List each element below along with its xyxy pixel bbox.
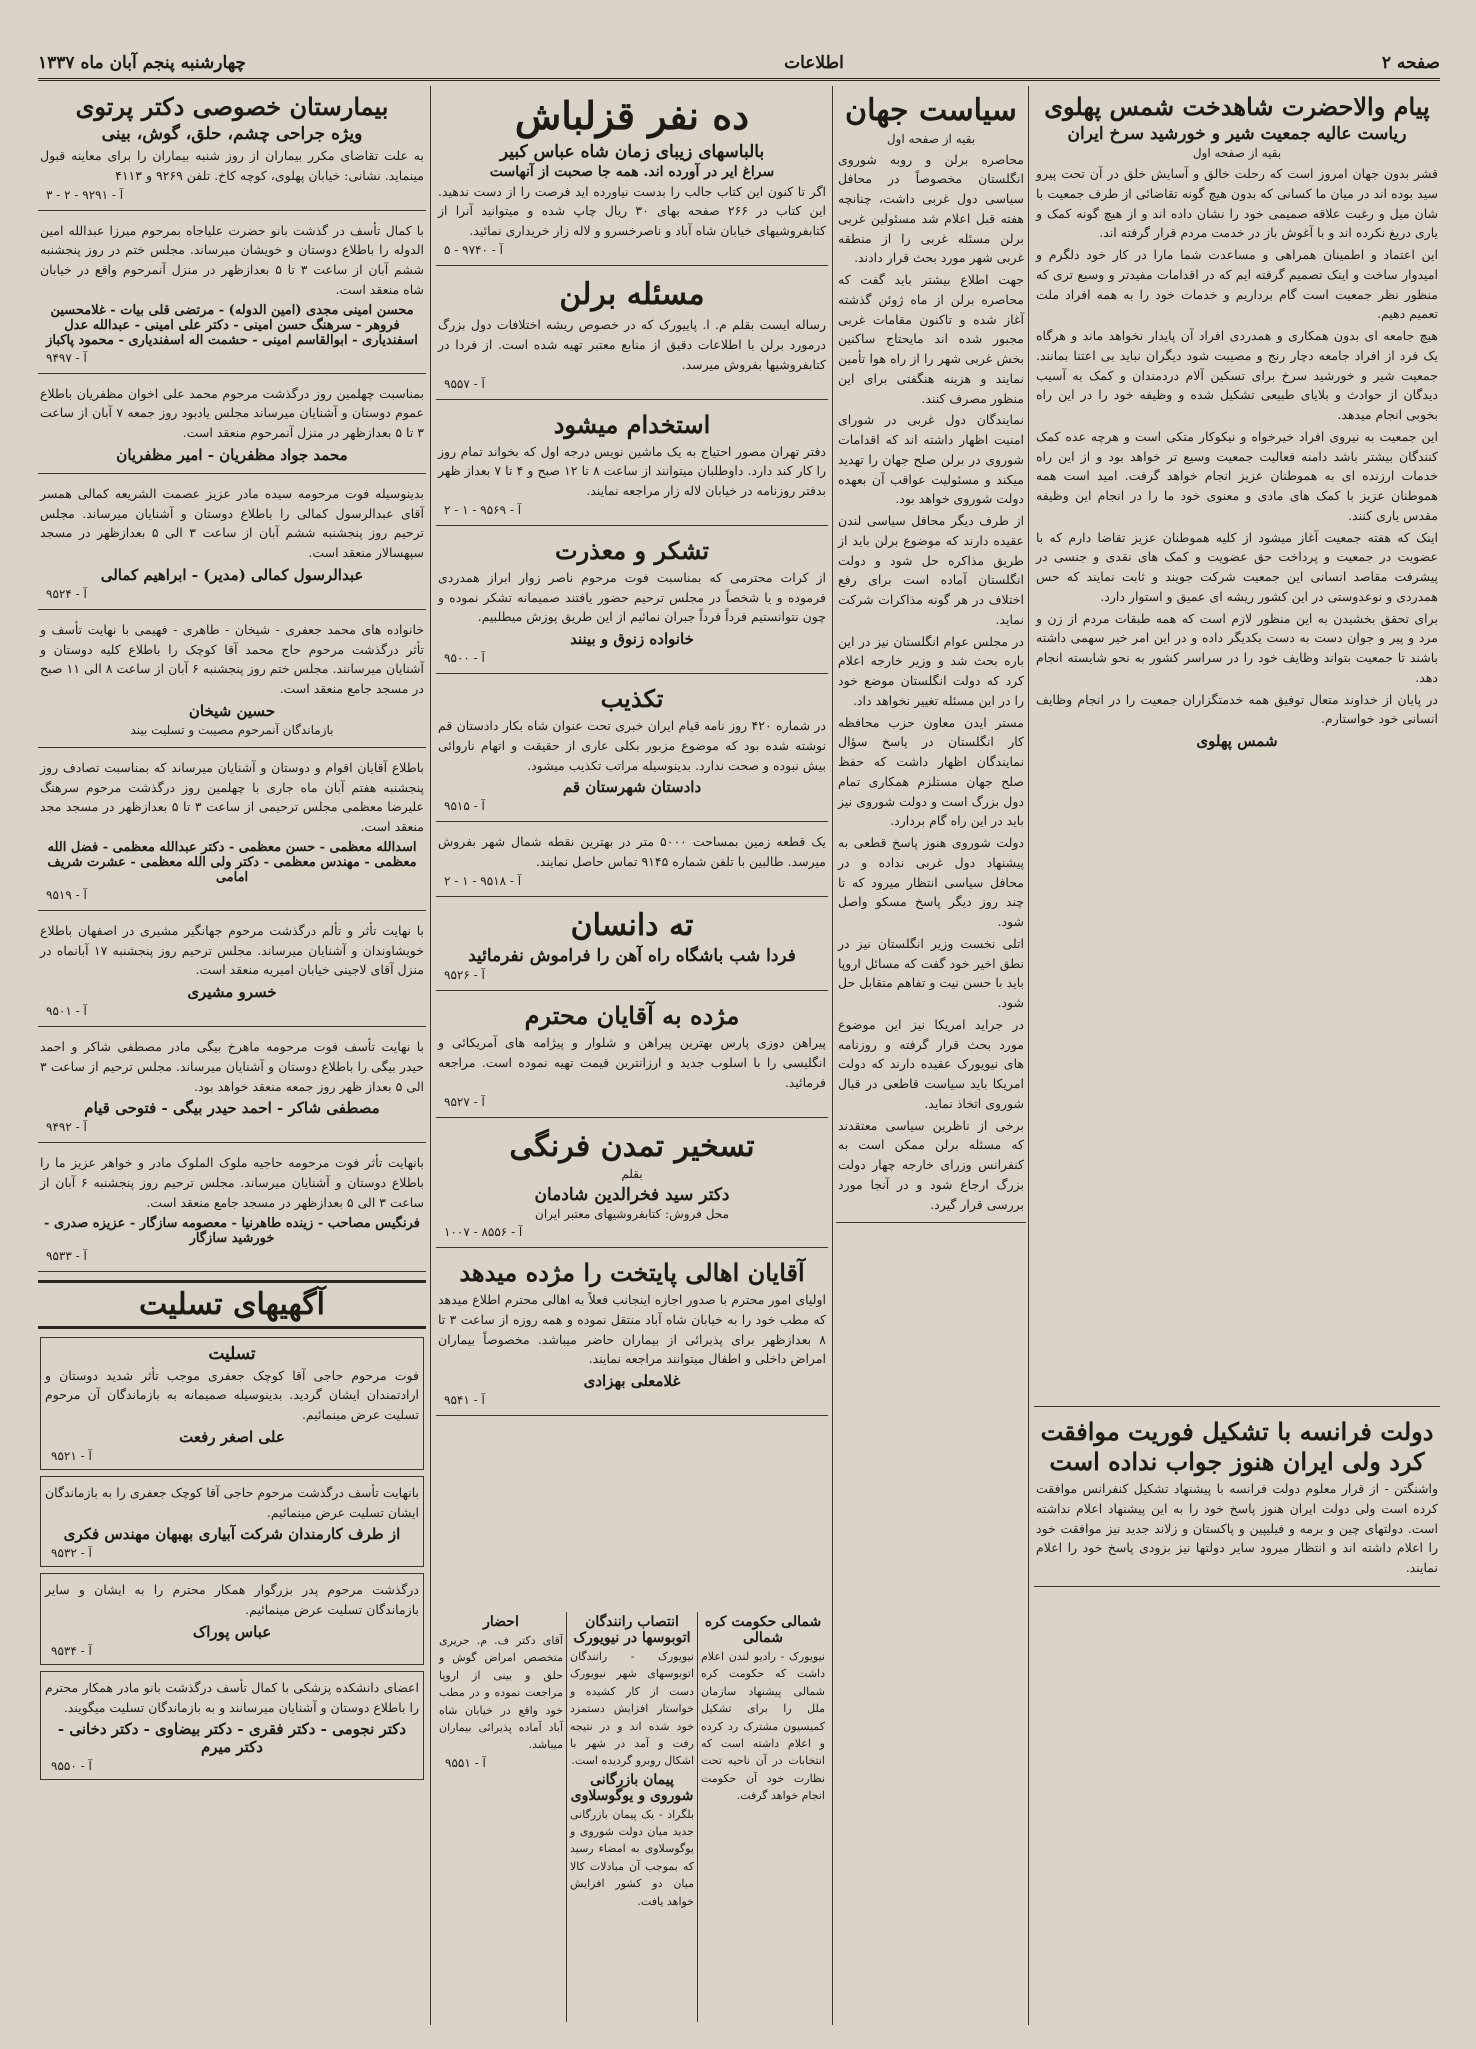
column-rule	[1028, 86, 1029, 2025]
author: دکتر سید فخرالدین شادمان	[534, 1185, 730, 1205]
condolence-1	[40, 1337, 424, 1470]
paragraph: پیراهن دوزی پارس بهترین پیراهن و شلوار و پیژامه های آمریکائی و انگلیسی را با اسلوب جدید و ارزانترین قیمت تهیه نموده است. مراجعه فرمائید.	[438, 1035, 826, 1090]
ad-code: آ - ۹۵۳۳	[46, 1248, 87, 1263]
headline: احضار	[483, 1614, 519, 1630]
signature: اسدالله معظمی - حسن معظمی - دکتر عبدالله معظمی - فضل الله معظمی - مهندس معظمی - دکتر ولی الله معظمی - عشرت شریف امامی	[47, 839, 417, 885]
ad-hiring	[436, 404, 828, 526]
paragraph: این اعتماد و اطمینان همراهی و مساعدت شما مارا در کار خود دلگرم و امیدوار ساخت و اینک تصمیم گرفته ایم که در اقدامات مفیدتر و وسیع تری که منظور نظر جمعیت است گام برداریم و خدمات خود را به همه افراد ملت تعمیم دهیم.	[1036, 247, 1438, 322]
signature: خسرو مشیری	[187, 983, 277, 1001]
signature: عبدالرسول کمالی (مدیر) - ابراهیم کمالی	[100, 565, 364, 584]
ad-berlin-book	[436, 270, 828, 400]
signature: شمس پهلوی	[1196, 732, 1278, 750]
signature: خانواده زنوق و بینند	[570, 630, 694, 648]
paragraph: مستر ایدن معاون حزب محافظه کار انگلستان در پاسخ سؤال نمایندگان اظهار داشت که حفظ صلح جهان مستلزم همکاری تمام دول بزرگ است و دولت شوروی نیز باید در این راه گام بردارد.	[838, 714, 1024, 829]
paragraph: فردا شب باشگاه راه آهن را فراموش نفرمائید	[468, 946, 796, 967]
condolence-2	[40, 1476, 424, 1568]
signature: عباس پوراک	[192, 1622, 272, 1641]
ad-book-shadman	[436, 1122, 828, 1249]
paragraph: برخی از ناظرین سیاسی معتقدند که مسئله برلن ممکن است به کنفرانس وزرای خارجه چهار دولت بزرگ ارجاع شود و در آنجا مورد بررسی قرار گیرد.	[838, 1117, 1024, 1212]
paragraph: بمناسبت چهلمین روز درگذشت مرحوم محمد علی اخوان مظفریان باطلاع عموم دوستان و آشنایان میرساند مجلس یادبود روز جمعه ۷ آبان از ساعت ۳ تا ۵ بعدازظهر در منزل آنمرحوم منعقد است.	[40, 385, 424, 440]
paragraph: محاصره برلن و روبه شوروی انگلستان مخصوصاً در محافل سیاسی دول غربی داشت، چنانچه هفته قبل اعلام شد مسئولین غربی برلن مسئله غربی را از منطقه غربی شهر مورد بحث قرار دادند.	[838, 151, 1024, 266]
distribution: محل فروش: کتابفروشیهای معتبر ایران	[535, 1207, 729, 1221]
signature: مصطفی شاکر - احمد حیدر بیگی - فتوحی قیام	[84, 1099, 380, 1118]
newspaper-name: اطلاعات	[784, 53, 844, 73]
ad-code: آ - ۸۵۵۶ - ۱۰۰۷	[444, 1225, 523, 1239]
paragraph: نیویورک - رانندگان اتوبوسهای شهر نیویورک دست از کار کشیده و خواستار افزایش دستمزد خود شده اند و در نتیجه رفت و آمد در شهر با اشکال روبرو گردیده است.	[570, 1650, 694, 1768]
paragraph: باطلاع آقایان اقوام و دوستان و آشنایان میرساند که بمناسبت تصادف روز پنجشنبه هفتم آبان ماه جاری با چهلمین روز درگذشت مرحوم سرهنگ علیرضا معظمی مجلس ترحیمی از ساعت ۳ تا ۵ بعدازظهر در مسجد مجد منعقد است.	[40, 759, 424, 834]
paragraph: در پایان از خداوند متعال توفیق همه خدمتگزاران جمعیت را در انجام وظایف انسانی خود خواستارم.	[1036, 691, 1438, 727]
ad-code: آ - ۹۵۳۴	[51, 1643, 92, 1658]
column-rule	[832, 86, 833, 2025]
ad-code: آ - ۹۷۴۰ - ۵	[444, 242, 503, 257]
paragraph: اولیای امور محترم با صدور اجازه اینجانب فعلاً به اهالی محترم اطلاع میدهد که مطب خود را به خیابان شاه آباد منتقل نموده و همه روزه از ساعت ۳ تا ۸ بعدازظهر برای پذیرائی از بیماران حاضر میباشد. مخصوصاً بیماران امراض داخلی و اطفال میتوانند مراجعه نمایند.	[438, 1292, 827, 1367]
notice-shaker	[38, 1031, 426, 1143]
headline: انتصاب رانندگان اتوبوسها در نیویورک	[573, 1614, 691, 1646]
headline: پیمان بازرگانی شوروی و یوگوسلاوی	[570, 1771, 694, 1804]
notice-moazzami	[38, 752, 426, 911]
paragraph: بانهایت تأسف درگذشت مرحوم حاجی آقا کوچک جعفری را به بازماندگان ایشان تسلیت عرض مینمائیم.	[45, 1484, 419, 1520]
signature: دکتر نجومی - دکتر فقری - دکتر بیضاوی - دکتر دخانی - دکتر میرم	[57, 1720, 407, 1757]
headline: پیام والاحضرت شاهدخت شمس پهلوی	[1044, 92, 1430, 121]
notice-kamali	[38, 478, 426, 610]
continued-note: بقیه از صفحه اول	[886, 131, 976, 146]
headline: تشکر و معذرت	[554, 535, 710, 565]
ad-code: آ - ۹۵۶۹ - ۱ - ۲	[444, 502, 522, 517]
signature: از طرف کارمندان شرکت آبیاری بهبهان مهندس فکری	[63, 1525, 401, 1544]
subheadline: بالباسهای زیبای زمان شاه عباس کبیر	[499, 141, 765, 162]
notice-amin-dowleh	[38, 215, 426, 374]
column-2	[836, 86, 1026, 2026]
paragraph: رساله ایست بقلم م. ا. پاییورک که در خصوص ریشه اختلافات دول بزرگ درمورد برلن با اطلاعات دقیق از منابع معتبر تهیه شده است. از فردا در کتابفروشیها بفروش میرسد.	[438, 317, 826, 372]
notice-mozaffarian	[38, 378, 426, 474]
paragraph: اتلی نخست وزیر انگلستان نیز در نطق اخیر خود گفت که مسائل اروپا باید با حسن نیت و تفاهم متقابل حل شود.	[838, 935, 1024, 1010]
paragraph: این جمعیت به نیروی افراد خیرخواه و نیکوکار متکی است و هرچه عده کمک کنندگان بیشتر باشد دامنه فعالیت جمعیت وسیع تر خواهد بود و از این راه خدمات ارزنده ای به هموطنان عزیز انجام خواهد گرفت. امید است همه هموطنان عزیز با کمک های مادی و معنوی خود ما را در انجام این وظیفه مقدس یاری کنند.	[1036, 428, 1438, 523]
ad-code: آ - ۹۵۵۰	[51, 1759, 92, 1774]
subheadline: ویژه جراحی چشم، حلق، گوش، بینی	[101, 124, 363, 144]
condolence-4	[40, 1671, 424, 1781]
paragraph: بلگراد - یک پیمان بازرگانی جدید میان دولت شوروی و یوگوسلاوی به امضاء رسید که بموجب آن مبادلات کالا میان دو کشور افزایش خواهد یافت.	[570, 1807, 694, 1908]
bottom-news-row	[436, 1612, 828, 2022]
paragraph: در شماره ۴۲۰ روز نامه قیام ایران خبری تحت عنوان شاه بکار دادستان قم نوشته شده بود که موضوع مزبور بکلی عاری از حقیقت و اتهام ناروائی بیش نبوده و صحت ندارد. بدینوسیله مراتب تکذیب میشود.	[438, 718, 826, 773]
subheadline: ریاست عالیه جمعیت شیر و خورشید سرخ ایران	[1067, 124, 1407, 144]
paragraph: برای تحقق بخشیدن به این منظور لازم است که همه طبقات مردم از زن و مرد و پیر و جوان دست به دست یکدیگر داده و در این امر خیر سهمی داشته باشند تا جمعیت بتواند وظایف خود را در سراسر کشور به نحو شایسته انجام دهد.	[1036, 610, 1438, 685]
paragraph: در مجلس عوام انگلستان نیز در این باره بحث شد و وزیر خارجه اعلام کرد که دولت انگلستان موضع خود را در این مسئله تغییر نخواهد داد.	[838, 633, 1024, 708]
signature: غلامعلی بهزادی	[583, 1372, 681, 1390]
ad-hospital	[38, 86, 426, 211]
lead: سراغ ایر در آورده اند. همه جا صحبت از آنهاست	[489, 163, 775, 180]
headline: ده نفر قزلباش	[514, 93, 750, 138]
signature: حسین شیخان	[188, 701, 276, 720]
paragraph: قشر بدون جهان امروز است که رحلت خالق و آسایش خلق در آن تحت پیرو سید بوده اند در میان ما کسانی که بدون هیچ گونه تقاضائی از طرف جمعیت با شان میل و رغبت علاقه صمیمی خود را نشان داده اند و از هیچ گونه کمک و یاری دریغ نکرده اند و با آغوش باز در خدمت مردم قرار گرفته اند.	[1036, 166, 1438, 241]
ad-code: آ - ۹۵۲۱	[51, 1448, 92, 1463]
paragraph: به علت تقاضای مکرر بیماران از روز شنبه بیماران را برای معاینه قبول مینماید. نشانی: خیابان پهلوی، کوچه کاخ. تلفن ۹۲۶۹ و ۴۱۱۳	[40, 148, 424, 183]
ad-the-dansant	[436, 901, 828, 992]
signature: علی اصغر رفعت	[179, 1427, 285, 1446]
ad-code: آ - ۹۵۱۹	[46, 887, 87, 902]
signature: محمد جواد مظفریان - امیر مظفریان	[116, 445, 348, 464]
paragraph: با نهایت تأثر و تألم درگذشت مرحوم جهانگیر مشیری در اصفهان باطلاع خویشاوندان و آشنایان میرساند. مجلس ترحیم روز پنجشنبه ۱۷ آبانماه در منزل آقای لاجینی خیابان امیریه منعقد است.	[40, 922, 424, 978]
column-3	[436, 86, 828, 1606]
paragraph: نیویورک - رادیو لندن اعلام داشت که حکومت کره شمالی پیشنهاد سازمان ملل را برای تشکیل کمیسیون مشترک رد کرده و اعلام داشته است که انتخابات در آن ناحیه تحت نظارت خود آن حکومت انجام خواهد گرفت.	[701, 1650, 825, 1802]
article-world-politics	[836, 86, 1026, 1223]
signature: محسن امینی مجدی (امین الدوله) - مرتضی قلی بیات - غلامحسین فروهر - سرهنگ حسن امینی - دکتر علی امینی - عبدالله عدل اسفندیاری - ابوالقاسم امینی - حشمت اله اسفندیاری - محمود پاکباز	[46, 302, 418, 348]
paragraph: بانهایت تأثر فوت مرحومه حاجیه ملوک الملوک مادر و خواهر عزیز ما را باطلاع دوستان و آشنایان میرساند. مجلس ترحیم روز پنجشنبه ۶ آبان از ساعت ۳ الی ۵ بعدازظهر در مسجد جامع منعقد است.	[40, 1155, 424, 1210]
column-1	[1034, 86, 1440, 2026]
paragraph: نمایندگان دول غربی در شورای امنیت اظهار داشته اند که اقدامات شوروی در برلن صلح جهان را تهدید میکند و مسئولیت عواقب آن بعهده دولت شوروی خواهد بود.	[838, 412, 1024, 507]
paragraph: هیچ جامعه ای بدون همکاری و همدردی افراد آن پایدار نخواهد ماند و هرگاه یک فرد از افراد جامعه دچار رنج و مصیبت شود دیگران نباید بی اعتنا بمانند. جمعیت شیر و خورشید سرخ برای تسکین آلام دردمندان و کمک به آسیب دیدگان از حوادث و بلایای طبیعی تشکیل شده و وظیفه خود را در این راه بخوبی انجام میدهد.	[1036, 328, 1438, 422]
notice-jafari	[38, 614, 426, 748]
ad-qezelbash	[436, 86, 828, 266]
issue-date: چهارشنبه پنجم آبان ماه ۱۳۳۷	[38, 53, 247, 73]
ad-code: آ - ۹۵۳۲	[51, 1546, 92, 1561]
column-4	[38, 86, 426, 2026]
signature: فرنگیس مصاحب - زینده طاهرنیا - معصومه سازگار - عزیزه صدری - خورشید سازگار	[44, 1215, 420, 1246]
ad-code: آ - ۹۵۲۶	[444, 968, 485, 983]
paragraph: از طرف دیگر محافل سیاسی لندن عقیده دارند که موضوع برلن باید از طریق مذاکره حل شود و دولت انگلستان آماده است برای رفع اختلاف در هر گونه مذاکرات شرکت نماید.	[838, 513, 1024, 627]
news-ehzar	[436, 1612, 566, 2022]
ad-code: آ - ۹۵۰۰	[444, 651, 485, 665]
paragraph: بدینوسیله فوت مرحومه سیده مادر عزیز عصمت الشریعه کمالی همسر آقای عبدالرسول کمالی را باطلاع دوستان و آشنایان میرساند. مجلس ترحیم روز پنجشنبه ششم آبان از ساعت ۳ الی ۵ بعدازظهر در مسجد سپهسالار منعقد است.	[40, 485, 424, 560]
headline: ته دانسان	[570, 907, 694, 943]
ad-thanks	[436, 530, 828, 674]
headline: شمالی حکومت کره شمالی	[704, 1614, 822, 1646]
column-rule	[430, 86, 431, 2025]
article-france-reply	[1034, 1411, 1440, 1587]
headline: دولت فرانسه با تشکیل فوریت موافقت کرد ولی ایران هنوز جواب نداده است	[1040, 1417, 1434, 1476]
ad-code: آ - ۹۵۵۷	[444, 376, 485, 391]
ad-code: آ - ۹۵۲۴	[46, 586, 87, 601]
ad-denial	[436, 678, 828, 822]
paragraph: آقای دکتر ف. م. حریری متخصص امراض گوش و حلق و بینی از اروپا مراجعت نموده و در مطب خود واقع در خیابان شاه آباد آماده پذیرائی بیماران میباشد.	[439, 1634, 563, 1752]
paragraph: با نهایت تأسف فوت مرحومه ماهرخ بیگی مادر مصطفی شاکر و احمد حیدر بیگی را باطلاع دوستان و آشنایان میرساند. مجلس ترحیم از ساعت ۳ الی ۵ بعداز ظهر روز جمعه منعقد خواهد بود.	[40, 1039, 424, 1094]
headline: آقایان اهالی پایتخت را مژده میدهد	[459, 1258, 805, 1287]
ad-code: آ - ۹۵۲۷	[444, 1094, 485, 1109]
notice-mosaheb	[38, 1147, 426, 1271]
headline: تسلیت	[208, 1343, 256, 1364]
paragraph: اگر تا کنون این کتاب جالب را بدست نیاورده اید فرصت را از دست ندهید. این کتاب در ۲۶۶ صفحه بهای ۳۰ ریال چاپ شده و میتوانید آنرا از کتابفروشیهای خیابان شاه آباد و ناصرخسرو و لاله زار خریداری نمائید.	[438, 183, 826, 238]
ad-code: آ - ۹۵۰۱	[46, 1004, 87, 1018]
paragraph: فوت مرحوم حاجی آقا کوچک جعفری موجب تأثر شدید دوستان و ارادتمندان ایشان گردید. بدینوسیله صمیمانه به بازماندگان آن مرحوم تسلیت عرض مینمائیم.	[45, 1367, 419, 1422]
article-shams-pahlavi	[1034, 86, 1440, 1407]
headline: تکذیب	[600, 684, 664, 713]
ad-shirts	[436, 995, 828, 1117]
note: بازماندگان آنمرحوم مصیبت و تسلیت بیند	[130, 722, 334, 737]
paragraph: یک قطعه زمین بمساحت ۵۰۰۰ متر در بهترین نقطه شمال شهر بفروش میرسد. طالبین با تلفن شماره ۹۱۴۵ تماس حاصل نمایند.	[438, 834, 826, 869]
paragraph: دولت شوروی هنوز پاسخ قطعی به پیشنهاد دول غربی نداده و در محافل سیاسی انتظار میرود که تا چند روز دیگر پاسخ مسکو واصل شود.	[838, 835, 1024, 929]
ad-doctor	[436, 1252, 828, 1416]
ad-code: آ - ۹۵۱۸ - ۱ - ۲	[444, 873, 522, 888]
headline: استخدام میشود	[553, 409, 711, 439]
paragraph: اعضای دانشکده پزشکی با کمال تأسف درگذشت بانو مادر همکار محترم را باطلاع دوستان و آشنایان میرسانند و به بازماندگان تسلیت میگویند.	[45, 1679, 419, 1715]
ad-land	[436, 826, 828, 897]
condolence-3	[40, 1573, 424, 1665]
paragraph: واشنگتن - از قرار معلوم دولت فرانسه با پیشنهاد تشکیل کنفرانس موافقت کرده است ولی دولت ایران هنوز پاسخ خود را به این پیشنهاد اعلام نداشته است. دولتهای چین و برمه و فیلیپین و پاکستان و زلاند جدید نیز موافقت خود را اعلام داشته اند و انتظار میرود سایر دولتها نیز بزودی پاسخ خود را اعلام نمایند.	[1036, 1481, 1438, 1575]
paragraph: در جراید امریکا نیز این موضوع مورد بحث قرار گرفته و روزنامه های نیویورک عقیده دارند که دولت امریکا باید سیاست قاطعی در قبال شوروی اتخاذ نماید.	[838, 1016, 1024, 1111]
headline: سیاست جهان	[845, 93, 1017, 128]
headline: تسخیر تمدن فرنگی	[509, 1128, 755, 1164]
continued-note: بقیه از صفحه اول	[1192, 146, 1282, 160]
paragraph: خانواده های محمد جعفری - شیخان - طاهری - فهیمی با نهایت تأسف و تأثر درگذشت مرحوم حاج محمد آقا کوچک را باطلاع کلیه دوستان و آشنایان میرسانند. مجلس ختم روز پنجشنبه ۶ آبان از ساعت ۸ الی ۱۱ صبح در مسجد جامع منعقد است.	[40, 621, 425, 696]
byline-label: بقلم	[621, 1167, 643, 1181]
page-number: صفحه ۲	[1381, 53, 1440, 73]
paragraph: با کمال تأسف در گذشت بانو حضرت علیاجاه بمرحوم میرزا عبدالله امین الدوله را باطلاع دوستان و خویشان میرساند. مجلس ختم در روز پنجشنبه ششم آبان از ساعت ۳ تا ۵ بعدازظهر در منزل آنمرحوم واقع در خیابان شاه منعقد است.	[40, 222, 424, 297]
paragraph: جهت اطلاع بیشتر باید گفت که محاصره برلن از ماه ژوئن گذشته آغاز شده و تاکنون مقامات غربی مجبور شده اند مایحتاج ساکنین بخش غربی شهر را از راه هوا تأمین نمایند و هزینه هنگفتی برای این منظور مصرف کنند.	[838, 272, 1024, 406]
notice-moshiri	[38, 915, 426, 1027]
ad-code: آ - ۹۴۹۲	[46, 1120, 87, 1135]
news-ny-bus	[566, 1612, 697, 2022]
paragraph: درگذشت مرحوم پدر بزرگوار همکار محترم را به ایشان و سایر بازماندگان تسلیت عرض مینمائیم.	[45, 1582, 419, 1617]
paragraph: دفتر تهران مصور احتیاج به یک ماشین نویس درجه اول که بخواند تمام روز را کار کند دارد. داوطلبان میتوانند از ساعت ۸ تا ۱۲ صبح و ۴ تا ۷ بعداز ظهر بدفتر روزنامه در خیابان لاله زار مراجعه نمایند.	[438, 443, 827, 498]
ad-code: آ - ۹۵۱۵	[444, 799, 485, 814]
news-korea	[697, 1612, 828, 2022]
headline: مسئله برلن	[559, 276, 705, 312]
masthead	[38, 48, 1440, 81]
paragraph: از کرات محترمی که بمناسبت فوت مرحوم ناصر زوار ابراز همدردی فرموده و یا شخصاً در مجلس ترحیم حضور یافتند صمیمانه تشکر نموده و چون نتوانستیم فرداً فرداً جبران نمائیم از این طریق پوزش میطلبیم.	[438, 569, 826, 625]
paragraph: اینک که هفته جمعیت آغاز میشود از کلیه هموطنان عزیز تقاضا دارم که با عضویت در جمعیت و پرداخت حق عضویت و کمک های نقدی و جنسی در پیشرفت مقاصد انسانی این جمعیت شرکت جویند و ثابت نمایند که حس همدردی و نوعدوستی در این کشور ریشه ای عمیق و استوار دارد.	[1036, 529, 1438, 604]
condolence-banner: آگهیهای تسلیت	[38, 1280, 426, 1329]
ad-code: آ - ۹۵۴۱	[444, 1393, 485, 1407]
ad-code: آ - ۹۴۹۷	[46, 350, 87, 365]
ad-code: آ - ۹۲۹۱ - ۲ - ۳	[46, 187, 124, 202]
ad-code: آ - ۹۵۵۱	[445, 1755, 486, 1770]
headline: بیمارستان خصوصی دکتر پرتوی	[75, 92, 389, 121]
headline: مژده به آقایان محترم	[524, 1001, 740, 1031]
signature: دادستان شهرستان قم	[562, 778, 702, 797]
